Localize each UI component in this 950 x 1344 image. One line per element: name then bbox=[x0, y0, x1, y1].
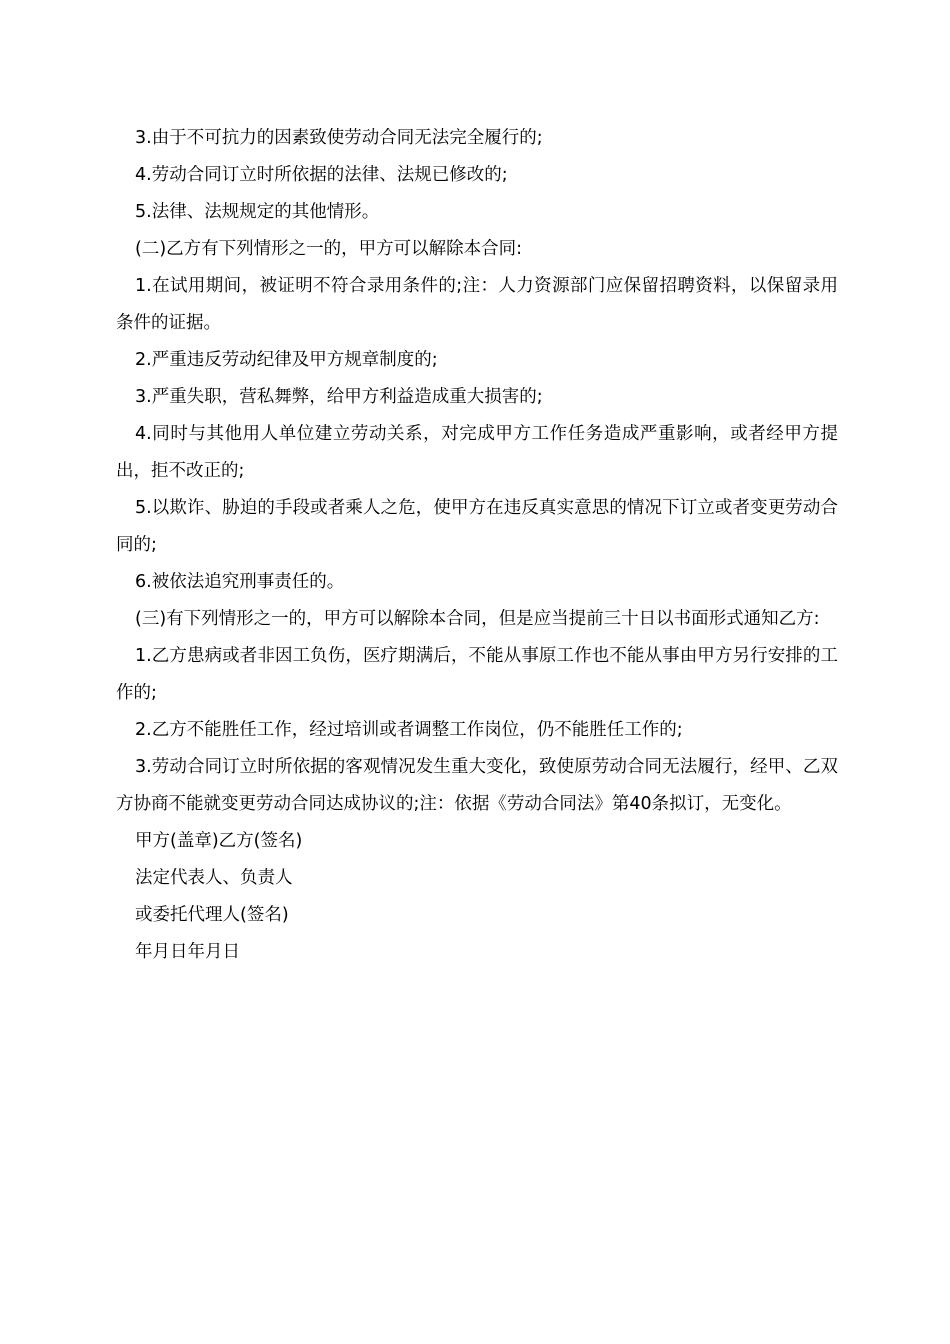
signature-parties: 甲方(盖章)乙方(签名) bbox=[135, 831, 303, 851]
clause-fraud-coercion: 5.以欺诈、胁迫的手段或者乘人之危，使甲方在违反真实意思的情况下订立或者变更劳动合同的; bbox=[116, 498, 838, 555]
clause-criminal-liability: 6.被依法追究刑事责任的。 bbox=[135, 572, 345, 592]
clause-dereliction: 3.严重失职，营私舞弊，给甲方利益造成重大损害的; bbox=[135, 387, 543, 407]
clause-law-amended: 4.劳动合同订立时所依据的法律、法规已修改的; bbox=[135, 165, 508, 185]
clause-probation: 1.在试用期间，被证明不符合录用条件的;注：人力资源部门应保留招聘资料，以保留录用条件的证据。 bbox=[116, 276, 838, 333]
section-heading-3: (三)有下列情形之一的，甲方可以解除本合同，但是应当提前三十日以书面形式通知乙方: bbox=[135, 609, 820, 629]
clause-incompetence: 2.乙方不能胜任工作，经过培训或者调整工作岗位，仍不能胜任工作的; bbox=[135, 720, 683, 740]
signature-agent: 或委托代理人(签名) bbox=[135, 905, 289, 925]
signature-legal-representative: 法定代表人、负责人 bbox=[135, 868, 293, 888]
clause-other-circumstances: 5.法律、法规规定的其他情形。 bbox=[135, 202, 380, 222]
clause-illness-injury: 1.乙方患病或者非因工负伤，医疗期满后，不能从事原工作也不能从事由甲方另行安排的工作的; bbox=[116, 646, 838, 703]
signature-dates: 年月日年月日 bbox=[135, 942, 240, 962]
clause-discipline-violation: 2.严重违反劳动纪律及甲方规章制度的; bbox=[135, 350, 438, 370]
section-heading-2: (二)乙方有下列情形之一的，甲方可以解除本合同: bbox=[135, 239, 523, 259]
clause-changed-circumstances: 3.劳动合同订立时所依据的客观情况发生重大变化，致使原劳动合同无法履行，经甲、乙双方协商不能就变更劳动合同达成协议的;注：依据《劳动合同法》第40条拟订，无变化。 bbox=[116, 757, 838, 814]
document-body bbox=[116, 120, 838, 971]
clause-dual-employment: 4.同时与其他用人单位建立劳动关系，对完成甲方工作任务造成严重影响，或者经甲方提出，拒不改正的; bbox=[116, 424, 838, 481]
clause-force-majeure: 3.由于不可抗力的因素致使劳动合同无法完全履行的; bbox=[135, 128, 543, 148]
